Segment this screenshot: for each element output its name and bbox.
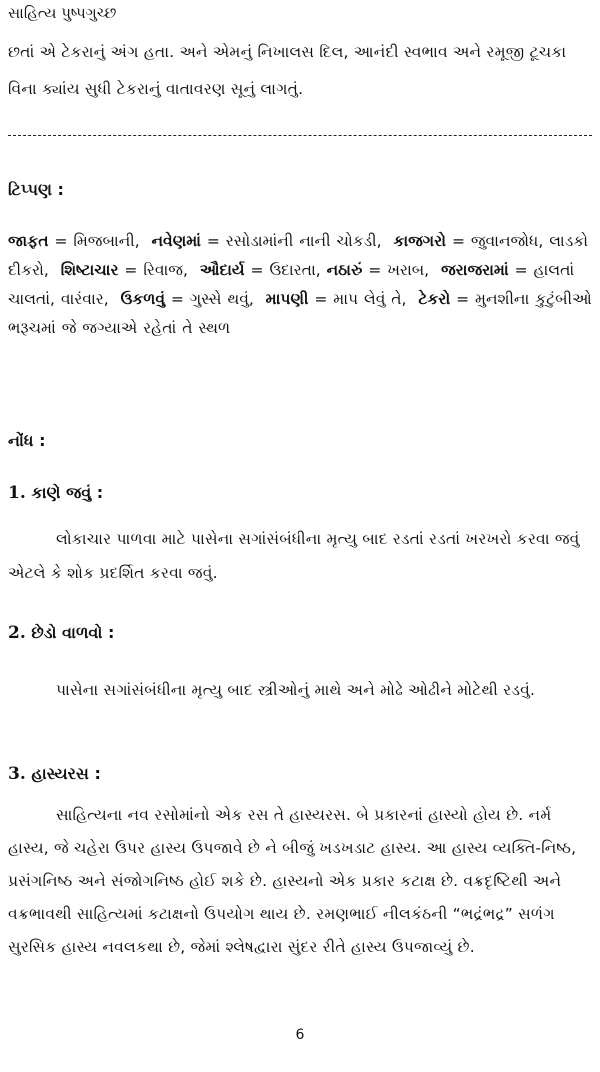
note-3-text: સાહિત્યના નવ રસોમાંનો એક રસ તે હાસ્યરસ. બે પ્રકારનાં હાસ્યો હોય છે. નર્મ હાસ્ય, જે ચહેરા ઉપર હાસ્ય ઉપજાવે છે ને બીજું ખડખડાટ હાસ્ય. આ હાસ્ય વ્યક્તિ-નિષ્ઠ, પ્રસંગનિષ્ઠ અને સંજોગનિષ્ઠ હોઈ શકે છે. હાસ્યનો એક પ્રકાર કટાક્ષ છે. વક્રદૃષ્ટિથી અને વક્રભાવથી સાહિત્યમાં કટાક્ષનો ઉપયોગ થાય છે. રમણભાઈ નીલકંઠની “ભદ્રંભદ્ર” સળંગ સુરસિક હાસ્ય નવલકથા છે, જેમાં શ્લેષદ્વારા સુંદર રીતે હાસ્ય ઉપજાવ્યું છે. bbox=[8, 806, 577, 956]
note-number: 3. bbox=[8, 764, 26, 784]
glossary-meaning: માપ લેવું તે, bbox=[333, 290, 407, 308]
glossary-term: માપણી bbox=[265, 290, 309, 308]
glossary-meaning: રસોડામાંની નાની ચોકડી, bbox=[225, 232, 382, 250]
note-title: હાસ્યરસ : bbox=[31, 764, 101, 783]
tippan-heading: ટિપ્પણ : bbox=[8, 180, 64, 199]
glossary-term: જાફત bbox=[8, 232, 49, 250]
note-3-heading bbox=[8, 761, 101, 787]
note-2-heading bbox=[8, 620, 114, 646]
glossary-block: જાફત = મિજબાની, નવેણમાં = રસોડામાંની નાની ચોકડી, કાજગરો = જુવાનજોધ, લાડકો દીકરો, શિષ્ટાચાર = રિવાજ, ઔદાર્ય = ઉદારતા, નઠારું = ખરાબ, જરાજરામાં = હાલતાં ચાલતાં, વારંવાર, ઉકળવું = ગુસ્સે થવું, માપણી = માપ લેવું તે, ટેકરો = મુનશીના કુટુંબીઓ ભરૂચમાં જે જગ્યાએ રહેતાં તે સ્થળ bbox=[8, 232, 592, 337]
glossary-meaning: રિવાજ, bbox=[143, 261, 188, 279]
note-2-text: પાસેના સગાંસંબંધીના મૃત્યુ બાદ સ્ત્રીઓનું માથે અને મોઢે ઓઢીને મોટેથી રડવું. bbox=[56, 681, 536, 699]
note-1-heading bbox=[8, 480, 103, 506]
running-head: સાહિત્ય પુષ્પગુચ્છ bbox=[8, 4, 117, 22]
glossary-term: કાજગરો bbox=[393, 232, 447, 250]
glossary-term: જરાજરામાં bbox=[440, 261, 509, 279]
note-title: છેડો વાળવો : bbox=[31, 623, 115, 642]
dashed-divider bbox=[8, 135, 592, 136]
intro-paragraph: છતાં એ ટેકરાનું અંગ હતા. અને એમનું નિખાલસ દિલ, આનંદી સ્વભાવ અને રમૂજી ટૂચકા વિના ક્યાંય સુધી ટેકરાનું વાતાવરણ સૂનું લાગતું. bbox=[8, 43, 567, 98]
glossary-meaning: ગુસ્સે થવું, bbox=[189, 290, 254, 308]
note-title: કાણે જવું : bbox=[31, 483, 104, 502]
glossary-term: શિષ્ટાચાર bbox=[60, 261, 119, 279]
nondh-heading: નોંધ : bbox=[8, 431, 46, 450]
glossary-meaning: મિજબાની, bbox=[73, 232, 140, 250]
glossary-term: નવેણમાં bbox=[151, 232, 201, 250]
glossary-term: ઉકળવું bbox=[120, 290, 165, 308]
note-number: 2. bbox=[8, 623, 26, 643]
glossary-term: ટેકરો bbox=[418, 290, 451, 308]
glossary-term: ઔદાર્ય bbox=[199, 261, 245, 279]
note-1-text: લોકાચાર પાળવા માટે પાસેના સગાંસંબંધીના મૃત્યુ બાદ રડતાં રડતાં ખરખરો કરવા જવું એટલે કે શોક પ્રદર્શિત કરવા જવું. bbox=[8, 530, 580, 582]
glossary-meaning: મુનશીના કુટુંબીઓ ભરૂચમાં જે જગ્યાએ રહેતાં તે સ્થળ bbox=[8, 290, 592, 337]
glossary-meaning: ઉદારતા, bbox=[269, 261, 321, 279]
note-number: 1. bbox=[8, 483, 26, 503]
page-number: 6 bbox=[295, 1027, 305, 1043]
glossary-meaning: ખરાબ, bbox=[387, 261, 430, 279]
glossary-meaning: જુવાનજોધ, લાડકો દીકરો, bbox=[8, 232, 589, 279]
glossary-term: નઠારું bbox=[326, 261, 363, 279]
glossary-meaning: હાલતાં ચાલતાં, વારંવાર, bbox=[8, 261, 575, 308]
